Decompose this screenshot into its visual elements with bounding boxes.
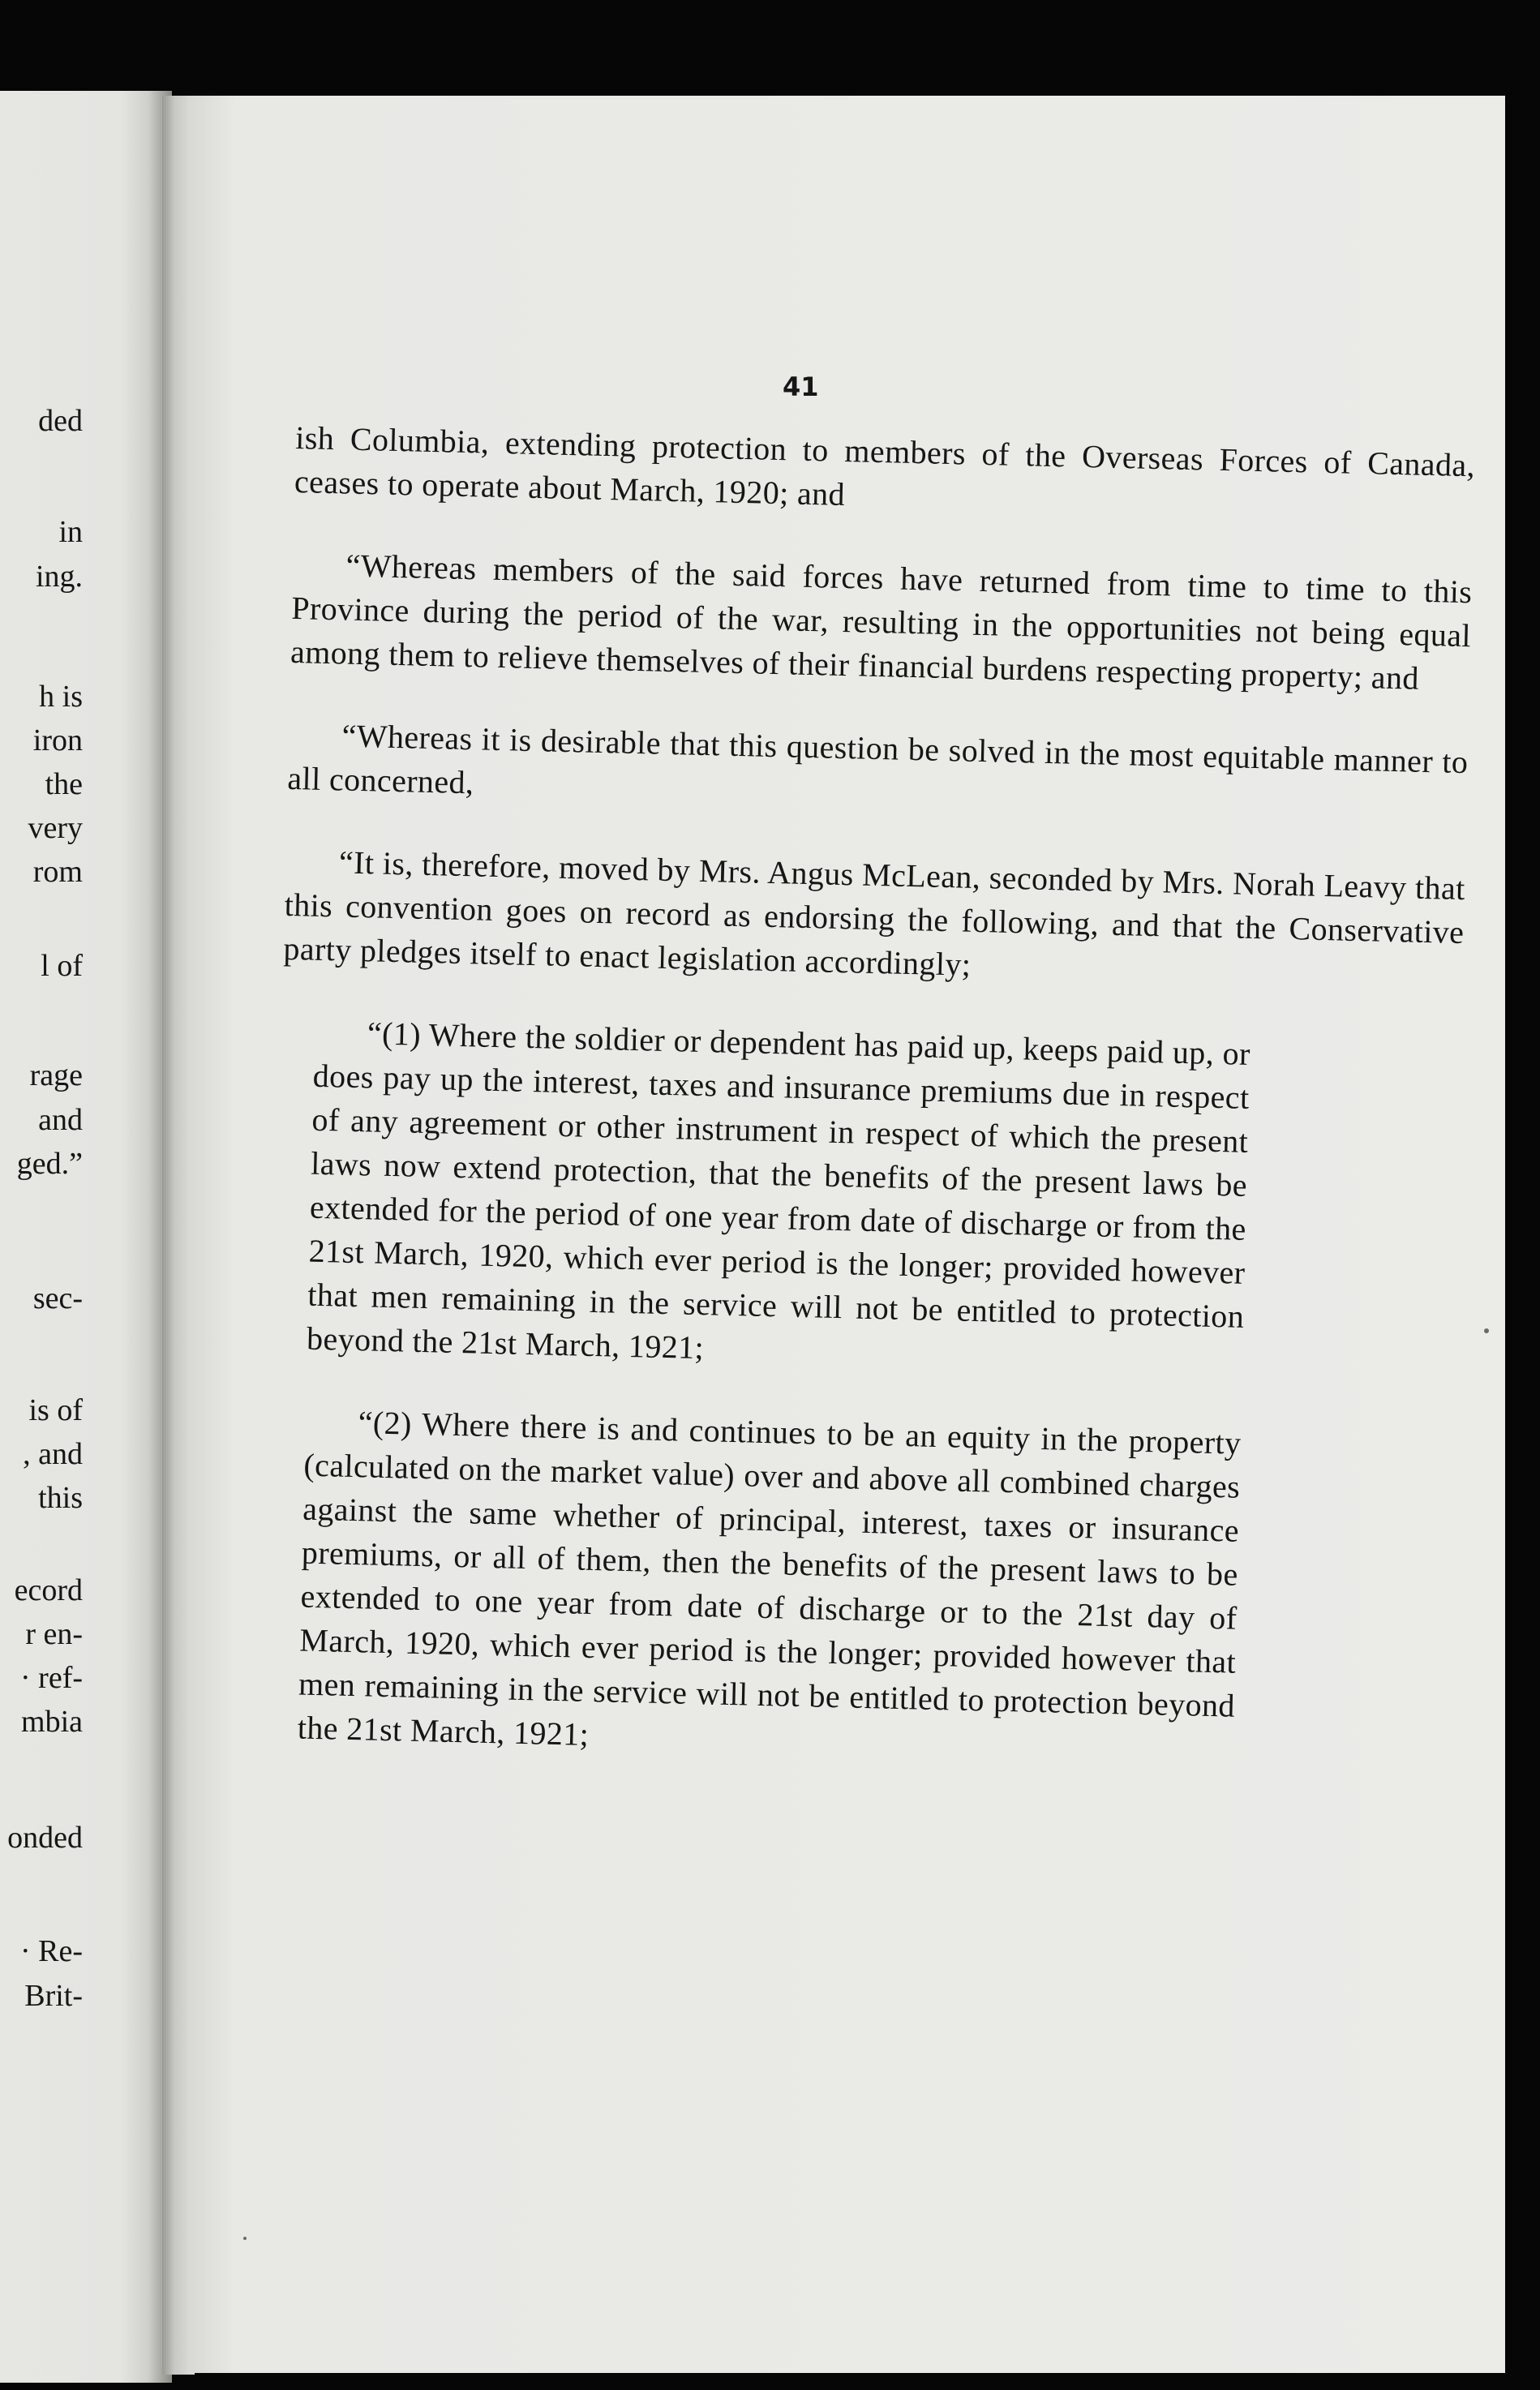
page-body	[264, 416, 1475, 1816]
left-page-fragment: ged.”	[16, 1147, 83, 1181]
left-page-fragment: ecord	[14, 1573, 83, 1607]
paragraph-motion: “It is, therefore, moved by Mrs. Angus McLean, seconded by Mrs. Norah Leavy that this convention goes on record as endorsing the following, and that the Conservative party pledges itself to enact legislation accordingly;	[283, 843, 1466, 983]
clause-1: “(1) Where the soldier or dependent has paid up, keeps paid up, or does pay up the interest, taxes and insurance premiums due in respect of any agreement or other instrument in respect of which the present laws now extend protection, that the benefits of the present laws be extended for the period of one year from date of discharge or from the 21st March, 1920, which ever period is the longer; provided however that men remaining in the service will not be entitled to protection beyond the 21st March, 1921;	[306, 1015, 1251, 1367]
left-page	[0, 91, 172, 2383]
paragraph-whereas-desirable: “Whereas it is desirable that this question be solved in the most equitable manner to all concerned,	[286, 717, 1469, 801]
left-page-fragment: this	[38, 1481, 83, 1515]
left-page-fragment: rage	[29, 1058, 83, 1092]
left-page-fragment: ing.	[35, 560, 83, 594]
paragraph-whereas-returned: “Whereas members of the said forces have returned from time to time to this Province during the period of the war, resulting in the opportunities not being equal among them to relieve themselves of their financial burdens respecting property; and	[290, 547, 1473, 697]
paper-speck	[243, 2237, 247, 2240]
left-page-fragment: mbia	[21, 1705, 83, 1739]
left-page-fragment: · ref-	[20, 1661, 83, 1695]
left-page-fragment: rom	[32, 855, 83, 889]
right-page	[187, 96, 1505, 2373]
left-page-fragment: r en-	[25, 1617, 83, 1651]
left-page-fragment: ded	[38, 404, 83, 438]
left-page-fragment: and	[38, 1103, 83, 1137]
left-page-fragment: the	[45, 767, 83, 801]
page-number: 41	[783, 371, 819, 402]
left-page-fragment: h is	[39, 680, 83, 714]
left-page-fragment: is of	[28, 1393, 83, 1427]
paragraph-continuation: ish Columbia, extending protection to members of the Overseas Forces of Canada, ceases to operate about March, 1920; and	[294, 418, 1476, 513]
left-page-fragment: very	[28, 811, 83, 845]
left-page-fragment: iron	[32, 723, 83, 757]
left-page-fragment: onded	[7, 1821, 83, 1855]
left-page-fragment: Brit-	[24, 1979, 83, 2013]
left-page-fragment: l of	[41, 949, 83, 983]
paper-speck	[1484, 1328, 1489, 1333]
left-page-fragment: sec-	[32, 1281, 83, 1315]
left-page-fragment: · Re-	[19, 1934, 83, 1968]
left-page-fragment: in	[58, 515, 83, 549]
clause-2: “(2) Where there is and continues to be an equity in the property (calculated on the market value) over and above all combined charges against the same whether of principal, interest, taxes or insurance premiums, or all of them, then the benefits of the present laws to be extended to one year from date of discharge or to the 21st day of March, 1920, which ever period is the longer; provided however that men remaining in the service will not be entitled to protection beyond the 21st March, 1921;	[297, 1404, 1242, 1753]
left-page-fragment: , and	[23, 1437, 83, 1471]
